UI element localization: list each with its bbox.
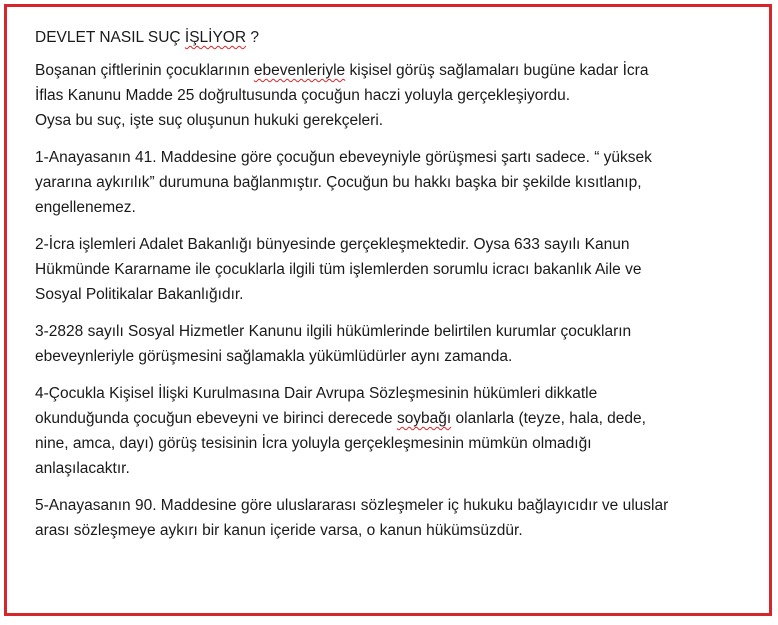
- paragraph-line: 5-Anayasanın 90. Maddesine göre uluslararası sözleşmeler iç hukuku bağlayıcıdır ve uluslar: [35, 497, 669, 514]
- paragraph: [35, 145, 755, 220]
- paragraph-line: Boşanan çiftlerinin çocuklarının ebevenleriyle kişisel görüş sağlamaları bugüne kadar İcra: [35, 62, 649, 79]
- paragraph-line: engellenemez.: [35, 199, 136, 216]
- document-title: [35, 25, 755, 50]
- document-frame: [4, 4, 772, 616]
- title-tail: ?: [246, 29, 259, 46]
- paragraph-line: nine, amca, dayı) görüş tesisinin İcra yoluyla gerçekleşmesinin mümkün olmadığı: [35, 435, 592, 452]
- document-body: [35, 25, 755, 555]
- paragraph-line: 4-Çocukla Kişisel İlişki Kurulmasına Dair Avrupa Sözleşmesinin hükümleri dikkatle: [35, 385, 598, 402]
- paragraph-line: okunduğunda çocuğun ebeveyni ve birinci derecede soybağı olanlarla (teyze, hala, dede,: [35, 410, 646, 427]
- paragraph-line: 1-Anayasanın 41. Maddesine göre çocuğun ebeveyniyle görüşmesi şartı sadece. “ yüksek: [35, 149, 652, 166]
- paragraph-line: Oysa bu suç, işte suç oluşunun hukuki gerekçeleri.: [35, 112, 384, 129]
- paragraph-line: Hükmünde Kararname ile çocuklarla ilgili tüm işlemlerden sorumlu icracı bakanlık Aile ve: [35, 261, 642, 278]
- paragraph: [35, 232, 755, 307]
- paragraph-line: Sosyal Politikalar Bakanlığıdır.: [35, 286, 244, 303]
- paragraph-line: anlaşılacaktır.: [35, 460, 130, 477]
- paragraph-line: 3-2828 sayılı Sosyal Hizmetler Kanunu ilgili hükümlerinde belirtilen kurumlar çocukların: [35, 323, 632, 340]
- title-flagged-word: İŞLİYOR: [184, 29, 247, 46]
- paragraph: [35, 381, 755, 481]
- paragraph: [35, 493, 755, 543]
- spellcheck-flagged-word: soybağı: [396, 410, 452, 427]
- paragraph-line: arası sözleşmeye aykırı bir kanun içeride varsa, o kanun hükümsüzdür.: [35, 522, 523, 539]
- spellcheck-flagged-word: ebevenleriyle: [253, 62, 346, 79]
- paragraph: [35, 319, 755, 369]
- paragraph-line: İflas Kanunu Madde 25 doğrultusunda çocuğun haczi yoluyla gerçekleşiyordu.: [35, 87, 571, 104]
- paragraph-line: yararına aykırılık” durumuna bağlanmıştır. Çocuğun bu hakkı başka bir şekilde kısıtlanıp,: [35, 174, 642, 191]
- paragraph-list: [35, 58, 755, 543]
- paragraph: [35, 58, 755, 133]
- title-text: DEVLET NASIL SUÇ: [35, 29, 185, 46]
- paragraph-line: 2-İcra işlemleri Adalet Bakanlığı bünyesinde gerçekleşmektedir. Oysa 633 sayılı Kanun: [35, 236, 630, 253]
- paragraph-line: ebeveynleriyle görüşmesini sağlamakla yükümlüdürler aynı zamanda.: [35, 348, 513, 365]
